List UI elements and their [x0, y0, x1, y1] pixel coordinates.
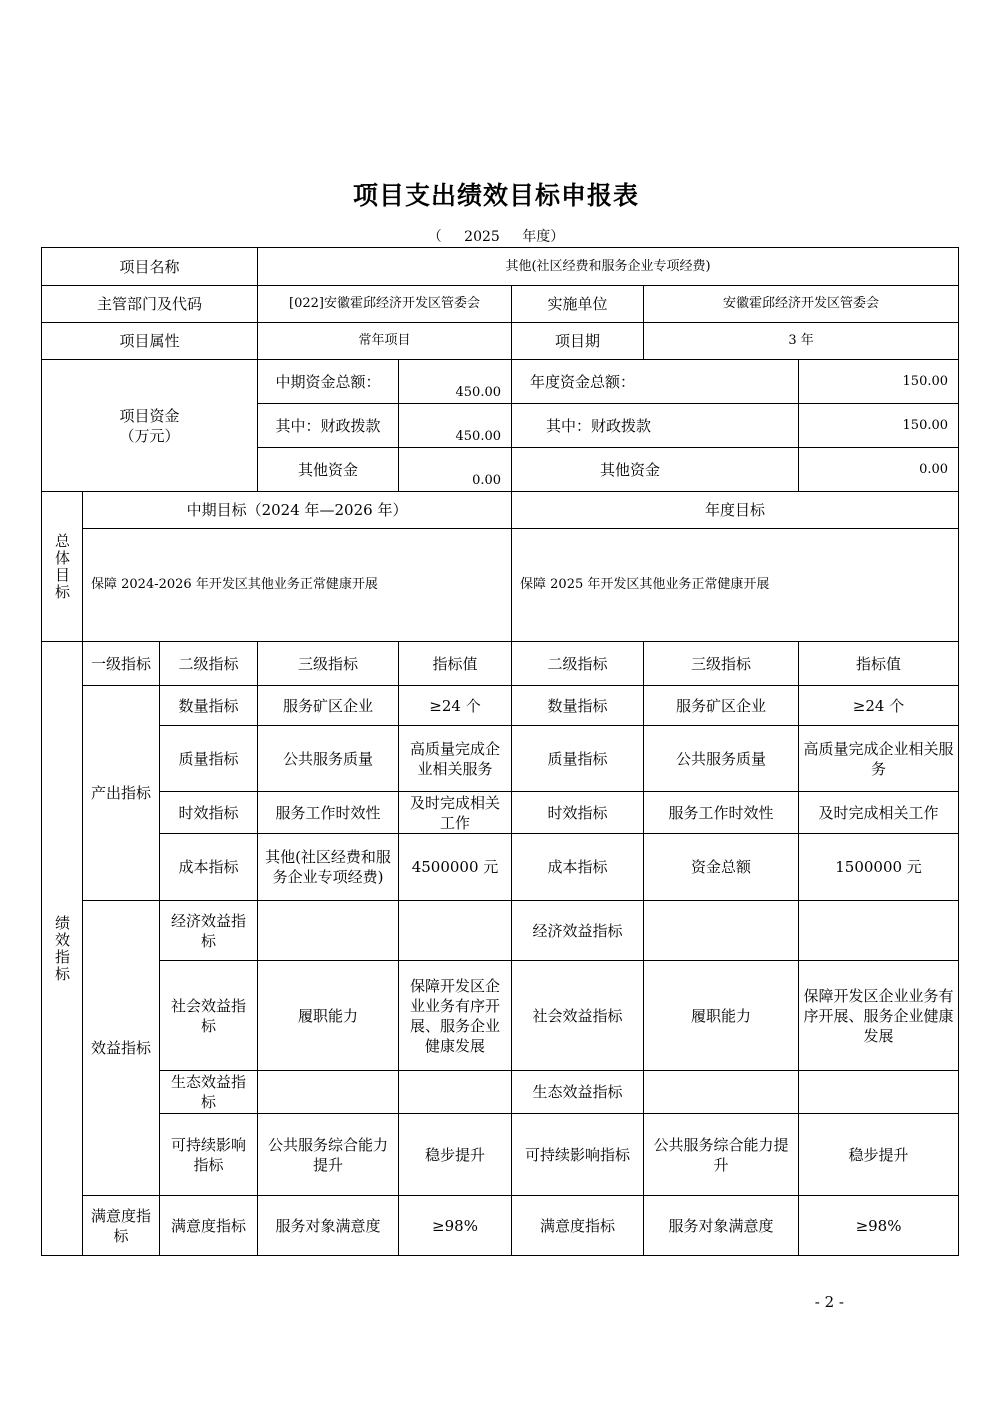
dept-label: 主管部门及代码 [42, 286, 258, 323]
mid-other-label: 其他资金 [258, 448, 399, 492]
indicators-side-label [42, 642, 83, 1256]
cell-l2: 数量指标 [160, 686, 258, 726]
funds-label-line1: 项目资金 [119, 406, 180, 425]
header-value-annual: 指标值 [799, 642, 959, 686]
cell-value: ≥98% [399, 1196, 512, 1256]
period-label: 项目期 [512, 323, 644, 360]
cell-l3-annual: 资金总额 [644, 834, 799, 901]
cell-l2-annual: 质量指标 [512, 726, 644, 792]
table-row [42, 1196, 959, 1256]
annual-total-value: 150.00 [799, 360, 959, 404]
header-level3-annual: 三级指标 [644, 642, 799, 686]
output-indicator-label: 产出指标 [83, 686, 160, 901]
cell-value-annual: 1500000 元 [799, 834, 959, 901]
annual-total-label: 年度资金总额： [512, 360, 799, 404]
cell-l3: 服务工作时效性 [258, 792, 399, 834]
cell-l3: 公共服务质量 [258, 726, 399, 792]
annual-goal-header: 年度目标 [512, 492, 959, 529]
mid-fiscal-label: 其中：财政拨款 [258, 404, 399, 448]
performance-target-table [41, 247, 959, 1256]
period-value: 3 年 [644, 323, 959, 360]
mid-fiscal-value: 450.00 [399, 404, 512, 448]
cell-l3: 服务矿区企业 [258, 686, 399, 726]
mid-total-value: 450.00 [399, 360, 512, 404]
header-value: 指标值 [399, 642, 512, 686]
table-row [42, 834, 959, 901]
attr-value: 常年项目 [258, 323, 512, 360]
year-suffix: 年度） [522, 229, 565, 245]
cell-value [399, 901, 512, 961]
cell-l3-annual: 服务对象满意度 [644, 1196, 799, 1256]
dept-value: [022]安徽霍邱经济开发区管委会 [258, 286, 512, 323]
cell-l2-annual: 社会效益指标 [512, 961, 644, 1071]
cell-l2-annual: 生态效益指标 [512, 1071, 644, 1114]
row-goal-text [42, 529, 959, 642]
cell-l3-annual [644, 901, 799, 961]
annual-fiscal-value: 150.00 [799, 404, 959, 448]
cell-l2-annual: 时效指标 [512, 792, 644, 834]
cell-value-annual: 稳步提升 [799, 1114, 959, 1196]
cell-l3-annual [644, 1071, 799, 1114]
mid-goal-text: 保障 2024-2026 年开发区其他业务正常健康开展 [83, 529, 512, 642]
table-row [42, 1071, 959, 1114]
cell-value: 4500000 元 [399, 834, 512, 901]
goals-side-label [42, 492, 83, 642]
cell-value: 高质量完成企业相关服务 [399, 726, 512, 792]
cell-l3: 服务对象满意度 [258, 1196, 399, 1256]
cell-value: 及时完成相关工作 [399, 792, 512, 834]
cell-l3 [258, 1071, 399, 1114]
annual-other-label: 其他资金 [512, 448, 799, 492]
annual-other-value: 0.00 [799, 448, 959, 492]
cell-value-annual [799, 1071, 959, 1114]
page-number: - 2 - [814, 1293, 844, 1311]
cell-l2: 质量指标 [160, 726, 258, 792]
cell-value-annual: ≥98% [799, 1196, 959, 1256]
project-name-label: 项目名称 [42, 248, 258, 286]
cell-l3-annual: 履职能力 [644, 961, 799, 1071]
cell-l2-annual: 满意度指标 [512, 1196, 644, 1256]
table-row [42, 792, 959, 834]
cell-l2: 可持续影响指标 [160, 1114, 258, 1196]
year-line [0, 226, 992, 246]
row-department [42, 286, 959, 323]
row-indicator-headers [42, 642, 959, 686]
cell-value-annual: 高质量完成企业相关服务 [799, 726, 959, 792]
table-row [42, 961, 959, 1071]
cell-l3-annual: 服务工作时效性 [644, 792, 799, 834]
cell-l2: 经济效益指标 [160, 901, 258, 961]
attr-label: 项目属性 [42, 323, 258, 360]
cell-value [399, 1071, 512, 1114]
cell-value-annual: ≥24 个 [799, 686, 959, 726]
page-title: 项目支出绩效目标申报表 [352, 181, 639, 210]
cell-l3-annual: 公共服务综合能力提升 [644, 1114, 799, 1196]
cell-l2: 生态效益指标 [160, 1071, 258, 1114]
cell-value: 稳步提升 [399, 1114, 512, 1196]
cell-l2-annual: 数量指标 [512, 686, 644, 726]
cell-l3 [258, 901, 399, 961]
cell-l2: 时效指标 [160, 792, 258, 834]
cell-l2: 满意度指标 [160, 1196, 258, 1256]
year-open: （ [427, 229, 442, 245]
year-value: 2025 [464, 229, 500, 245]
satisfaction-indicator-label: 满意度指标 [83, 1196, 160, 1256]
table-row [42, 726, 959, 792]
table-row [42, 686, 959, 726]
header-level2: 二级指标 [160, 642, 258, 686]
cell-l2-annual: 可持续影响指标 [512, 1114, 644, 1196]
indicators-side-text: 绩效指标 [53, 914, 71, 983]
cell-l2: 成本指标 [160, 834, 258, 901]
cell-l2-annual: 经济效益指标 [512, 901, 644, 961]
goals-side-text: 总体目标 [53, 532, 71, 601]
header-level2-annual: 二级指标 [512, 642, 644, 686]
row-attribute [42, 323, 959, 360]
cell-l3: 公共服务综合能力提升 [258, 1114, 399, 1196]
table-row [42, 1114, 959, 1196]
cell-l3: 其他(社区经费和服务企业专项经费) [258, 834, 399, 901]
mid-total-label: 中期资金总额： [258, 360, 399, 404]
impl-label: 实施单位 [512, 286, 644, 323]
annual-goal-text: 保障 2025 年开发区其他业务正常健康开展 [512, 529, 959, 642]
annual-fiscal-label: 其中：财政拨款 [512, 404, 799, 448]
mid-other-value: 0.00 [399, 448, 512, 492]
row-project-name [42, 248, 959, 286]
cell-value-annual: 及时完成相关工作 [799, 792, 959, 834]
funds-label [42, 360, 258, 492]
header-level3: 三级指标 [258, 642, 399, 686]
cell-l3: 履职能力 [258, 961, 399, 1071]
mid-goal-header: 中期目标（2024 年—2026 年） [83, 492, 512, 529]
cell-l3-annual: 服务矿区企业 [644, 686, 799, 726]
cell-value-annual [799, 901, 959, 961]
cell-l3-annual: 公共服务质量 [644, 726, 799, 792]
cell-value: ≥24 个 [399, 686, 512, 726]
cell-l2: 社会效益指标 [160, 961, 258, 1071]
benefit-indicator-label: 效益指标 [83, 901, 160, 1196]
table-row [42, 901, 959, 961]
header-level1: 一级指标 [83, 642, 160, 686]
impl-value: 安徽霍邱经济开发区管委会 [644, 286, 959, 323]
funds-label-line2: （万元） [119, 426, 180, 445]
row-funds-total [42, 360, 959, 404]
project-name-value: 其他(社区经费和服务企业专项经费) [258, 248, 959, 286]
cell-value: 保障开发区企业业务有序开展、服务企业健康发展 [399, 961, 512, 1071]
row-goal-headers [42, 492, 959, 529]
cell-l2-annual: 成本指标 [512, 834, 644, 901]
cell-value-annual: 保障开发区企业业务有序开展、服务企业健康发展 [799, 961, 959, 1071]
